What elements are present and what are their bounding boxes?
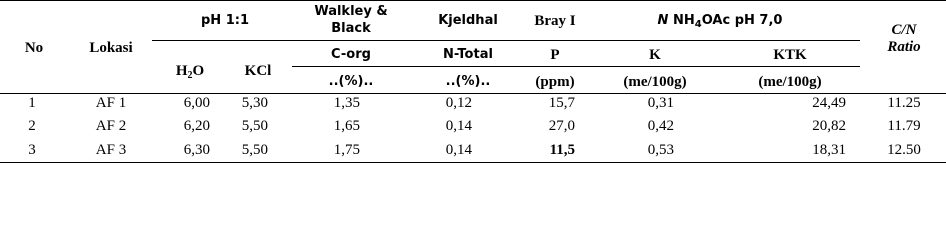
cell-ktk: 20,82 xyxy=(812,118,846,134)
cell-k: 0,42 xyxy=(647,118,674,134)
cell-p-highlight: 11,5 xyxy=(549,142,575,158)
cell-ntotal: 0,14 xyxy=(445,118,472,134)
header-ratio: Ratio xyxy=(887,39,921,55)
header-corg-unit: ..(%).. xyxy=(328,74,374,89)
cell-kcl: 5,50 xyxy=(241,118,268,134)
header-no: No xyxy=(24,40,44,56)
header-k: K xyxy=(649,47,661,63)
cell-ntotal: 0,12 xyxy=(445,95,472,111)
cell-lokasi: AF 2 xyxy=(95,118,127,134)
cell-kcl: 5,50 xyxy=(241,142,268,158)
cell-cn: 12.50 xyxy=(887,142,921,158)
cell-corg: 1,75 xyxy=(333,142,360,158)
cell-h2o: 6,20 xyxy=(183,118,210,134)
cell-ntotal: 0,14 xyxy=(445,142,472,158)
header-ph: pH 1:1 xyxy=(200,13,249,28)
header-h2o: $H_2O$ xyxy=(175,63,205,81)
header-black: Black xyxy=(331,21,371,36)
header-kjeldhal: Kjeldhal xyxy=(438,13,498,28)
cell-lokasi: AF 1 xyxy=(95,95,127,111)
cell-no: 1 xyxy=(28,95,36,111)
cell-no: 2 xyxy=(28,118,36,134)
cell-corg: 1,35 xyxy=(333,95,360,111)
header-lokasi: Lokasi xyxy=(89,40,133,56)
cell-lokasi: AF 3 xyxy=(95,142,127,158)
header-p-unit: (ppm) xyxy=(535,74,575,90)
header-kcl: KCl xyxy=(244,63,272,79)
bottom-rule xyxy=(0,162,946,163)
header-ntotal-unit: ..(%).. xyxy=(445,74,491,89)
cell-p: 15,7 xyxy=(548,95,575,111)
header-ktk-unit: (me/100g) xyxy=(758,74,822,90)
header-subrule xyxy=(152,40,860,41)
header-unit-rule xyxy=(292,66,860,67)
cell-k: 0,53 xyxy=(647,142,674,158)
header-k-unit: (me/100g) xyxy=(623,74,687,90)
cell-h2o: 6,30 xyxy=(183,142,210,158)
cell-ktk: 18,31 xyxy=(812,142,846,158)
header-ktk: KTK xyxy=(773,47,807,63)
cell-ktk: 24,49 xyxy=(812,95,846,111)
top-rule xyxy=(0,0,946,1)
header-bray: Bray I xyxy=(534,13,576,29)
cell-corg: 1,65 xyxy=(333,118,360,134)
header-walkley: Walkley & xyxy=(314,4,388,19)
header-ntotal: N-Total xyxy=(443,47,493,62)
header-cn: C/N xyxy=(891,22,917,38)
header-corg: C-org xyxy=(331,47,371,62)
cell-cn: 11.79 xyxy=(887,118,921,134)
cell-k: 0,31 xyxy=(647,95,674,111)
cell-kcl: 5,30 xyxy=(241,95,268,111)
header-nh4oac: N $NH_4OAc$ pH 7,0 xyxy=(657,13,783,30)
cell-p: 27,0 xyxy=(548,118,575,134)
cell-cn: 11.25 xyxy=(887,95,921,111)
cell-no: 3 xyxy=(28,142,36,158)
header-p: P xyxy=(550,47,560,63)
cell-h2o: 6,00 xyxy=(183,95,210,111)
